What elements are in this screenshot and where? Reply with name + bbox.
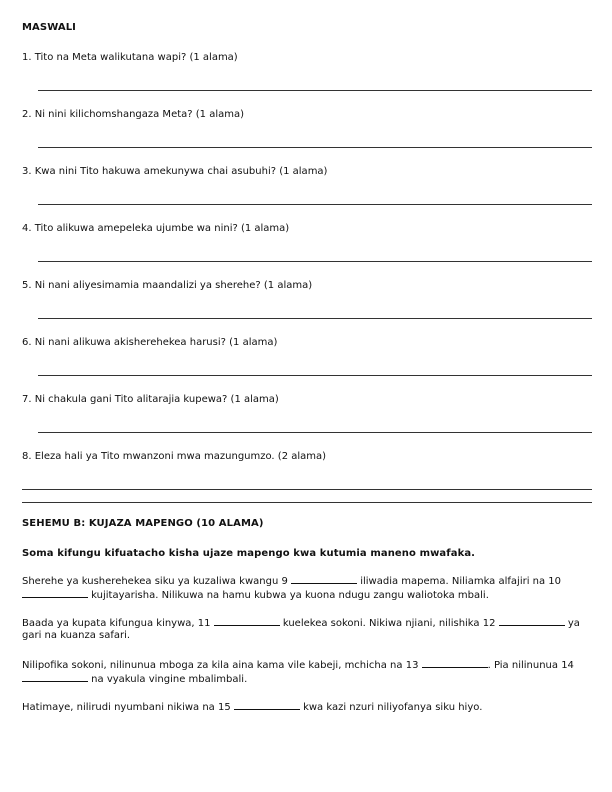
- answer-line-2[interactable]: [38, 147, 592, 148]
- answer-line-1[interactable]: [38, 90, 592, 91]
- answer-line-8b[interactable]: [22, 502, 592, 503]
- passage-paragraph-2: [22, 616, 594, 642]
- passage-paragraph-3: [22, 658, 594, 686]
- blank-10[interactable]: [22, 588, 88, 598]
- answer-line-7[interactable]: [38, 432, 592, 433]
- question-6: 6. Ni nani alikuwa akisherehekea harusi? (1 alama): [22, 337, 278, 348]
- blank-13[interactable]: [422, 658, 488, 668]
- question-8: 8. Eleza hali ya Tito mwanzoni mwa mazungumzo. (2 alama): [22, 451, 327, 462]
- passage-text: iliwadia mapema. Niliamka alfajiri na 10: [357, 576, 562, 587]
- answer-line-4[interactable]: [38, 261, 592, 262]
- passage-text: Nilipofika sokoni, nilinunua mboga za kila aina kama vile kabeji, mchicha na 13: [22, 660, 422, 671]
- passage-text: kujitayarisha. Nilikuwa na hamu kubwa ya kuona ndugu zangu waliotoka mbali.: [88, 590, 489, 601]
- question-5: 5. Ni nani aliyesimamia maandalizi ya sherehe? (1 alama): [22, 280, 313, 291]
- blank-9[interactable]: [291, 574, 357, 584]
- blank-11[interactable]: [214, 616, 280, 626]
- section-a-title: MASWALI: [22, 22, 77, 33]
- section-b-title: SEHEMU B: KUJAZA MAPENGO (10 ALAMA): [22, 518, 264, 529]
- answer-line-8a[interactable]: [22, 489, 592, 490]
- answer-line-6[interactable]: [38, 375, 592, 376]
- question-4: 4. Tito alikuwa amepeleka ujumbe wa nini? (1 alama): [22, 223, 290, 234]
- section-b-instruction: Soma kifungu kifuatacho kisha ujaze mapengo kwa kutumia maneno mwafaka.: [22, 548, 476, 559]
- passage-text: ya gari na kuanza safari.: [22, 618, 580, 641]
- passage-text: Sherehe ya kusherehekea siku ya kuzaliwa kwangu 9: [22, 576, 292, 587]
- passage-text: kuelekea sokoni. Nikiwa njiani, nilishika 12: [279, 618, 499, 629]
- answer-line-5[interactable]: [38, 318, 592, 319]
- question-7: 7. Ni chakula gani Tito alitarajia kupewa? (1 alama): [22, 394, 279, 405]
- blank-15[interactable]: [234, 700, 300, 710]
- question-3: 3. Kwa nini Tito hakuwa amekunywa chai asubuhi? (1 alama): [22, 166, 328, 177]
- passage-text: Hatimaye, nilirudi nyumbani nikiwa na 15: [22, 702, 234, 713]
- blank-14[interactable]: [22, 672, 88, 682]
- passage-text: . Pia nilinunua 14: [487, 660, 574, 671]
- passage-paragraph-4: [22, 700, 594, 714]
- answer-line-3[interactable]: [38, 204, 592, 205]
- passage-text: kwa kazi nzuri niliyofanya siku hiyo.: [299, 702, 483, 713]
- blank-12[interactable]: [499, 616, 565, 626]
- question-1: 1. Tito na Meta walikutana wapi? (1 alama): [22, 52, 238, 63]
- question-2: 2. Ni nini kilichomshangaza Meta? (1 alama): [22, 109, 244, 120]
- passage-text: na vyakula vingine mbalimbali.: [88, 674, 248, 685]
- passage-paragraph-1: [22, 574, 594, 602]
- passage-text: Baada ya kupata kifungua kinywa, 11: [22, 618, 214, 629]
